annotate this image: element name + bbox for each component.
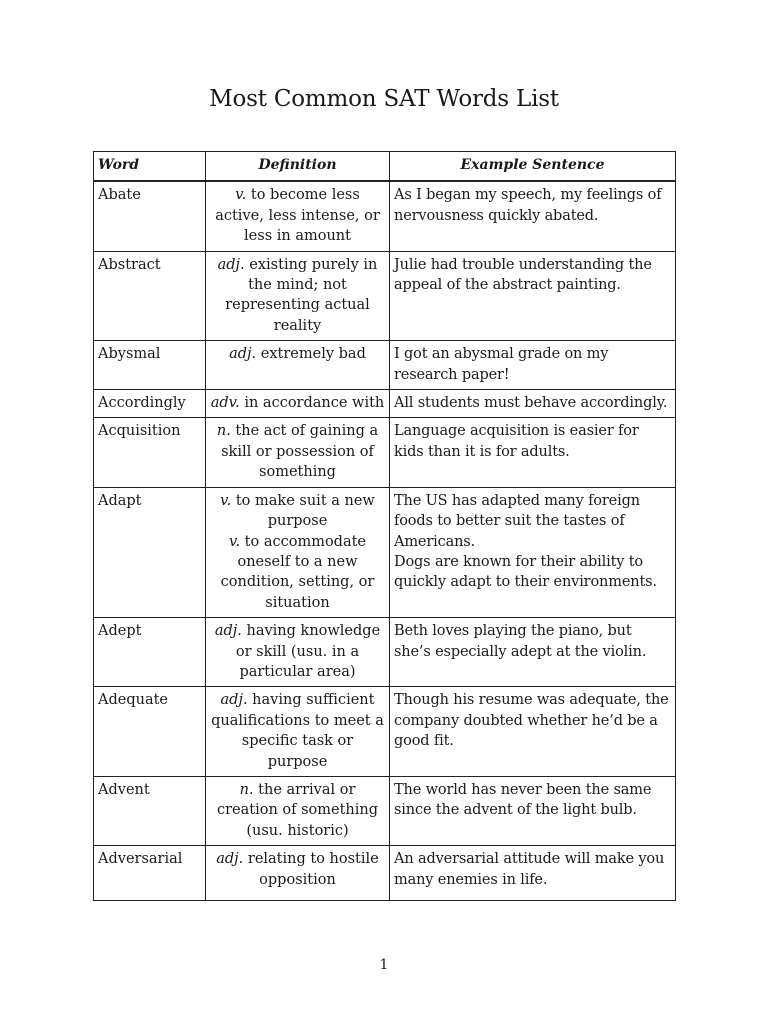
example-cell	[390, 390, 676, 418]
definition-text: the act of gaining a skill or possession of something	[221, 423, 379, 481]
page-number: 1	[379, 957, 389, 973]
definition-text: relating to hostile opposition	[243, 851, 379, 888]
definition-text: to accommodate oneself to a new condition, setting, or situation	[220, 533, 375, 611]
definition-text: to make suit a new purpose	[231, 492, 375, 530]
definition-entry	[210, 393, 385, 413]
table-row	[94, 846, 676, 901]
definition-entry	[210, 690, 385, 772]
column-header-word: Word	[94, 152, 206, 182]
sat-words-table	[93, 151, 676, 901]
part-of-speech: v.	[228, 533, 241, 550]
word-cell: Accordingly	[94, 390, 206, 418]
definition-cell	[206, 251, 390, 341]
table-row	[94, 251, 676, 341]
column-header-definition: Definition	[206, 152, 390, 182]
definition-text: extremely bad	[256, 346, 366, 363]
part-of-speech: adv.	[210, 395, 240, 412]
definition-text: having sufficient qualifications to meet a specific task or purpose	[211, 692, 384, 770]
definition-cell	[206, 776, 390, 845]
definition-entry	[210, 491, 385, 532]
definition-cell	[206, 487, 390, 617]
example-sentence: The world has never been the same since the advent of the light bulb.	[394, 781, 652, 819]
example-cell	[390, 776, 676, 845]
definition-text: in accordance with	[239, 395, 385, 412]
word-cell: Abate	[94, 181, 206, 251]
part-of-speech: adj.	[216, 851, 244, 868]
part-of-speech: adj.	[229, 346, 257, 363]
word-cell: Adequate	[94, 687, 206, 777]
part-of-speech: v.	[220, 492, 232, 509]
column-header-example: Example Sentence	[390, 152, 676, 182]
definition-entry	[210, 421, 385, 482]
example-sentence: Language acquisition is easier for kids than it is for adults.	[394, 423, 639, 460]
definition-text: having knowledge or skill (usu. in a particular area)	[235, 623, 381, 680]
example-sentence: Dogs are known for their ability to quickly adapt to their environments.	[394, 553, 657, 591]
word-cell: Advent	[94, 776, 206, 845]
word-cell: Adapt	[94, 487, 206, 617]
table-row	[94, 181, 676, 251]
example-sentence: An adversarial attitude will make you many enemies in life.	[394, 851, 665, 888]
word-cell: Adversarial	[94, 846, 206, 901]
definition-entry	[210, 255, 385, 337]
part-of-speech: adj.	[220, 692, 248, 709]
example-cell	[390, 487, 676, 617]
word-cell: Abstract	[94, 251, 206, 341]
example-sentence: All students must behave accordingly.	[394, 395, 668, 412]
table-row	[94, 418, 676, 487]
table-header-row	[94, 152, 676, 182]
definition-entry	[210, 532, 385, 614]
example-cell	[390, 341, 676, 390]
example-sentence: I got an abysmal grade on my research paper!	[394, 346, 609, 383]
example-sentence: As I began my speech, my feelings of nervousness quickly abated.	[394, 187, 662, 224]
definition-cell	[206, 618, 390, 687]
part-of-speech: n.	[239, 781, 254, 798]
part-of-speech: adj.	[217, 256, 245, 273]
example-cell	[390, 846, 676, 901]
definition-text: the arrival or creation of something (usu. historic)	[216, 781, 379, 839]
definition-text: to become less active, less intense, or less in amount	[215, 187, 380, 245]
table-row	[94, 487, 676, 617]
word-cell: Acquisition	[94, 418, 206, 487]
definition-cell	[206, 181, 390, 251]
definition-cell	[206, 687, 390, 777]
part-of-speech: v.	[235, 187, 247, 204]
example-sentence: Beth loves playing the piano, but she’s especially adept at the violin.	[394, 623, 647, 660]
word-cell: Adept	[94, 618, 206, 687]
definition-entry	[210, 780, 385, 841]
part-of-speech: adj.	[214, 623, 242, 640]
example-cell	[390, 181, 676, 251]
table-row	[94, 341, 676, 390]
word-cell: Abysmal	[94, 341, 206, 390]
definition-text: existing purely in the mind; not representing actual reality	[225, 256, 378, 334]
table-row	[94, 390, 676, 418]
example-sentence: The US has adapted many foreign foods to better suit the tastes of Americans.	[394, 492, 640, 550]
example-cell	[390, 687, 676, 777]
part-of-speech: n.	[216, 423, 231, 440]
example-cell	[390, 618, 676, 687]
definition-cell	[206, 341, 390, 390]
definition-entry	[210, 185, 385, 246]
table-row	[94, 618, 676, 687]
definition-entry	[210, 621, 385, 682]
table-body	[94, 181, 676, 900]
definition-cell	[206, 390, 390, 418]
table-row	[94, 687, 676, 777]
example-sentence: Though his resume was adequate, the company doubted whether he’d be a good fit.	[394, 692, 669, 750]
definition-cell	[206, 846, 390, 901]
example-sentence: Julie had trouble understanding the appeal of the abstract painting.	[394, 256, 652, 294]
definition-cell	[206, 418, 390, 487]
page-title: Most Common SAT Words List	[209, 86, 559, 112]
table-row	[94, 776, 676, 845]
definition-entry	[210, 344, 385, 364]
definition-entry	[210, 849, 385, 890]
example-cell	[390, 418, 676, 487]
example-cell	[390, 251, 676, 341]
